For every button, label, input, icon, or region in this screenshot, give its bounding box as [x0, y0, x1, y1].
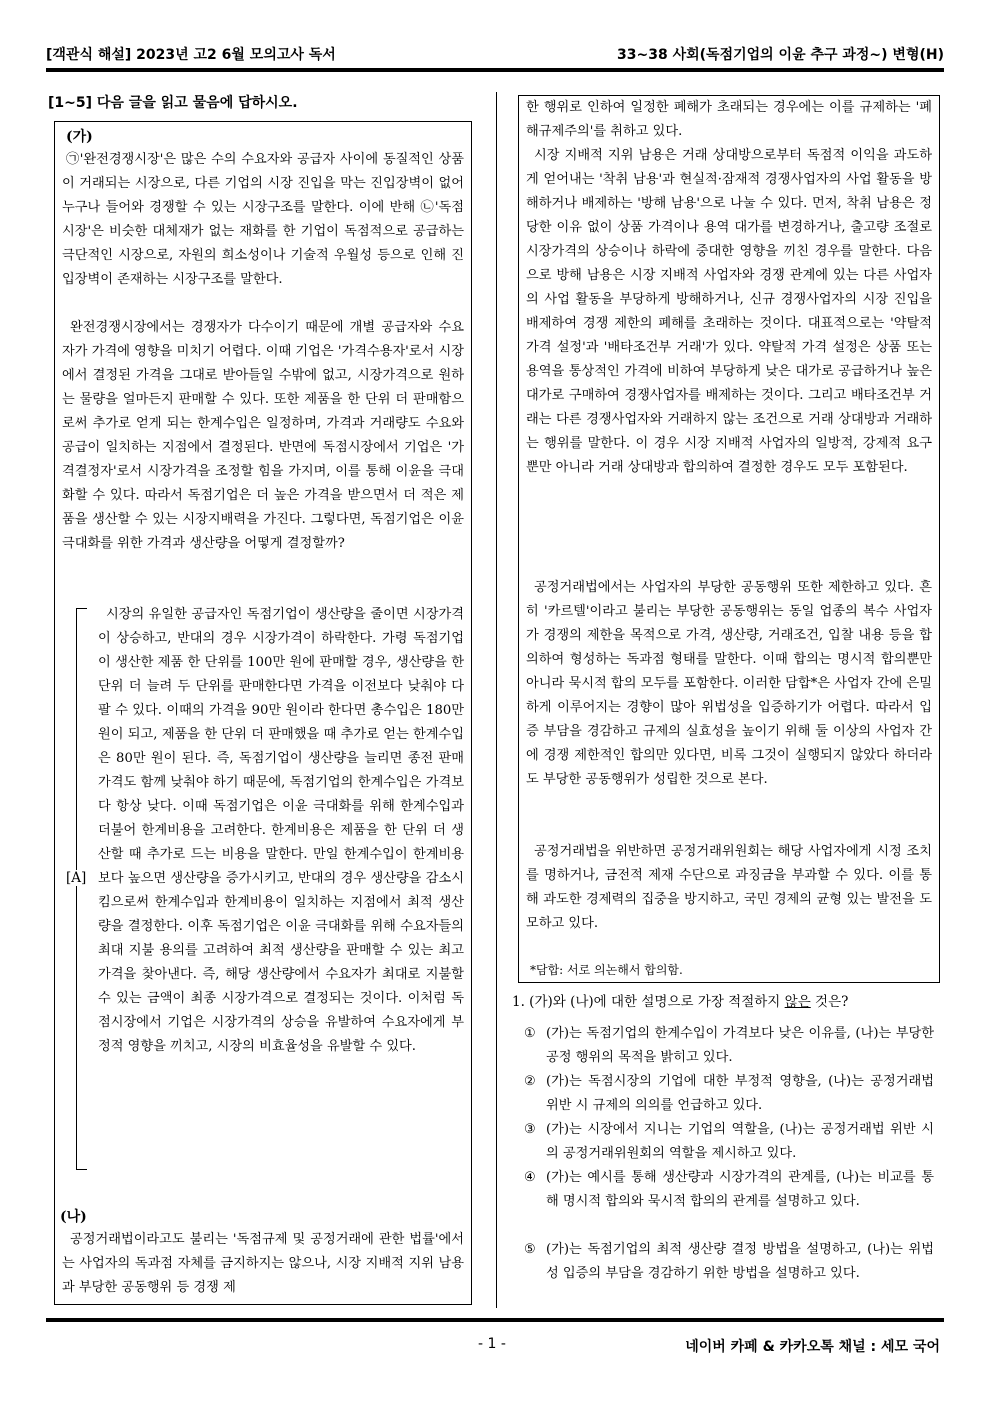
paragraph-na-3: 공정거래법에서는 사업자의 부당한 공동행위 또한 제한하고 있다. 흔히 '카르텔'이라고 불리는 부당한 공동행위는 동일 업종의 복수 사업자가 경쟁의 제한을 목적으로 가격, 생산량, 거래조건, 입찰 내용 등을 합의하여 형성하는 독과점 형태를 말한다. 이때 합의는 명시적 합의뿐만 아니라 묵시적 합의 모두를 포함한다. 이러한 담합*은 사업자 간에 은밀하게 이루어지는 경향이 많아 위법성을 입증하기가 어렵다. 따라서 입증 부담을 경감하고 규제의 실효성을 높이기 위해 둘 이상의 사업자 간에 경쟁 제한적인 합의만 있다면, 비록 그것이 실행되지 않았다 하더라도 부당한 공동행위가 성립한 것으로 본다.	[526, 580, 932, 787]
footer-rule	[46, 1318, 944, 1322]
bracket-a-label: [A]	[66, 870, 87, 886]
paragraph-na-2: 시장 지배적 지위 남용은 거래 상대방으로부터 독점적 이익을 과도하게 얻어내는 '착취 남용'과 현실적·잠재적 경쟁사업자의 사업 활동을 방해하거나 배제하는 '방해 남용'으로 나눌 수 있다. 먼저, 착취 남용은 정당한 이유 없이 상품 가격이나 용역 대가를 변경하거나, 출고량 조절로 시장가격의 상승이나 하락에 중대한 영향을 끼친 경우를 말한다. 다음으로 방해 남용은 시장 지배적 사업자와 경쟁 관계에 있는 다른 사업자의 사업 활동을 부당하게 방해하거나, 신규 경쟁사업자의 시장 진입을 배제하여 경쟁 제한의 폐해를 초래하는 것이다. 대표적으로는 '약탈적 가격 설정'과 '배타조건부 거래'가 있다. 약탈적 가격 설정은 상품 또는 용역을 통상적인 가격에 비하여 부당하게 낮은 대가로 공급하거나 높은 대가로 구매하여 경쟁사업자를 배제하는 것이다. 그리고 배타조건부 거래는 다른 경쟁사업자와 거래하지 않는 조건으로 거래 상대방과 거래하는 행위를 말한다. 이 경우 시장 지배적 사업자의 일방적, 강제적 요구뿐만 아니라 거래 상대방과 합의하여 결정한 경우도 모두 포함된다.	[526, 148, 932, 475]
paragraph-na-1-right: 한 행위로 인하여 일정한 폐해가 초래되는 경우에는 이를 규제하는 '폐해규제주의'를 취하고 있다.	[526, 100, 932, 139]
paragraph-na-1-left: 공정거래법이라고도 불리는 '독점규제 및 공정거래에 관한 법률'에서는 사업자의 독과점 자체를 금지하지는 않으나, 시장 지배적 지위 남용과 부당한 공동행위 등 경쟁 제	[62, 1232, 464, 1295]
footer-brand: 네이버 카페 & 카카오톡 채널 : 세모 국어	[685, 1339, 940, 1355]
instruction: [1~5] 다음 글을 읽고 물음에 답하시오.	[48, 95, 298, 111]
question-prefix: 1. (가)와 (나)에 대한 설명으로 가장 적절하지	[512, 994, 785, 1010]
option-text: (가)는 시장에서 지니는 기업의 역할을, (나)는 공정거래법 위반 시의 공정거래위원회의 역할을 제시하고 있다.	[546, 1122, 934, 1161]
section-label-ga: (가)	[66, 129, 93, 145]
question-emphasis: 않은	[784, 994, 811, 1010]
option-text: (가)는 독점기업의 한계수입이 가격보다 낮은 이유를, (나)는 부당한 공정 행위의 목적을 밝히고 있다.	[546, 1026, 934, 1065]
option-text: (가)는 독점시장의 기업에 대한 부정적 영향을, (나)는 공정거래법 위반 시 규제의 의의를 언급하고 있다.	[546, 1074, 934, 1113]
option-number: ④	[524, 1170, 536, 1185]
paragraph-na-4: 공정거래법을 위반하면 공정거래위원회는 해당 사업자에게 시정 조치를 명하거나, 금전적 제재 수단으로 과징금을 부과할 수 있다. 이를 통해 과도한 경제력의 집중을 방지하고, 국민 경제의 균형 있는 발전을 도모하고 있다.	[526, 844, 932, 931]
bracket-a	[76, 608, 87, 1170]
footnote: *담합: 서로 의논해서 합의함.	[530, 963, 683, 977]
paragraph-ga-1: ㉠'완전경쟁시장'은 많은 수의 수요자와 공급자 사이에 동질적인 상품이 거래되는 시장으로, 다른 기업의 시장 진입을 막는 진입장벽이 없어 누구나 들어와 경쟁할 수 있는 시장구조를 말한다. 이에 반해 ㉡'독점시장'은 비슷한 대체재가 없는 재화를 한 기업이 독점적으로 공급하는 극단적인 시장으로, 자원의 희소성이나 기술적 우월성 등으로 인해 진입장벽이 존재하는 시장구조를 말한다.	[62, 152, 464, 287]
question-suffix: 것은?	[810, 994, 849, 1010]
paragraph-ga-bracket: 시장의 유일한 공급자인 독점기업이 생산량을 줄이면 시장가격이 상승하고, 반대의 경우 시장가격이 하락한다. 가령 독점기업이 생산한 제품 한 단위를 100만 원에 판매할 경우, 생산량을 한 단위 더 늘려 두 단위를 판매한다면 가격을 이전보다 낮춰야 다 팔 수 있다. 이때의 가격을 90만 원이라 한다면 총수입은 180만 원이 되고, 제품을 한 단위 더 판매했을 때 추가로 얻는 한계수입은 80만 원이 된다. 즉, 독점기업이 생산량을 늘리면 종전 판매 가격도 함께 낮춰야 하기 때문에, 독점기업의 한계수입은 가격보다 항상 낮다. 이때 독점기업은 이윤 극대화를 위해 한계수입과 더불어 한계비용을 고려한다. 한계비용은 제품을 한 단위 더 생산할 때 추가로 드는 비용을 말한다. 만일 한계수입이 한계비용보다 높으면 생산량을 증가시키고, 반대의 경우 생산량을 감소시킴으로써 한계수입과 한계비용이 일치하는 지점에서 최적 생산량을 결정한다. 이후 독점기업은 이윤 극대화를 위해 수요자들의 최대 지불 용의를 고려하여 최적 생산량을 판매할 수 있는 최고가격을 찾아낸다. 즉, 해당 생산량에서 수요자가 최대로 지불할 수 있는 금액이 최종 시장가격으로 결정되는 것이다. 이처럼 독점시장에서 기업은 시장가격의 상승을 유발하여 수요자에게 부정적 영향을 끼치고, 시장의 비효율성을 유발할 수 있다.	[98, 607, 464, 1054]
section-label-na: (나)	[60, 1209, 87, 1225]
header-title-left: [객관식 해설] 2023년 고2 6월 모의고사 독서	[46, 47, 336, 63]
question-1-stem	[512, 990, 942, 1010]
option-number: ⑤	[524, 1242, 536, 1257]
option-text: (가)는 예시를 통해 생산량과 시장가격의 관계를, (나)는 비교를 통해 명시적 합의와 묵시적 합의의 관계를 설명하고 있다.	[546, 1170, 934, 1209]
column-divider	[496, 92, 497, 1308]
header-title-right: 33~38 사회(독점기업의 이윤 추구 과정~) 변형(H)	[617, 47, 944, 63]
option-number: ①	[524, 1026, 536, 1041]
page-number: - 1 -	[478, 1336, 506, 1352]
header-rule	[46, 68, 944, 72]
option-text: (가)는 독점기업의 최적 생산량 결정 방법을 설명하고, (나)는 위법성 입증의 부담을 경감하기 위한 방법을 설명하고 있다.	[546, 1242, 934, 1281]
option-number: ③	[524, 1122, 536, 1137]
option-number: ②	[524, 1074, 536, 1089]
paragraph-ga-2: 완전경쟁시장에서는 경쟁자가 다수이기 때문에 개별 공급자와 수요자가 가격에 영향을 미치기 어렵다. 이때 기업은 '가격수용자'로서 시장에서 결정된 가격을 그대로 받아들일 수밖에 없고, 시장가격으로 원하는 물량을 얼마든지 판매할 수 있다. 또한 제품을 한 단위 더 판매함으로써 추가로 얻게 되는 한계수입은 일정하며, 가격과 거래량도 수요와 공급이 일치하는 지점에서 결정된다. 반면에 독점시장에서 기업은 '가격결정자'로서 시장가격을 조정할 힘을 가지며, 이를 통해 이윤을 극대화할 수 있다. 따라서 독점기업은 더 높은 가격을 받으면서 더 적은 제품을 생산할 수 있는 시장지배력을 가진다. 그렇다면, 독점기업은 이윤 극대화를 위한 가격과 생산량을 어떻게 결정할까?	[62, 320, 464, 551]
